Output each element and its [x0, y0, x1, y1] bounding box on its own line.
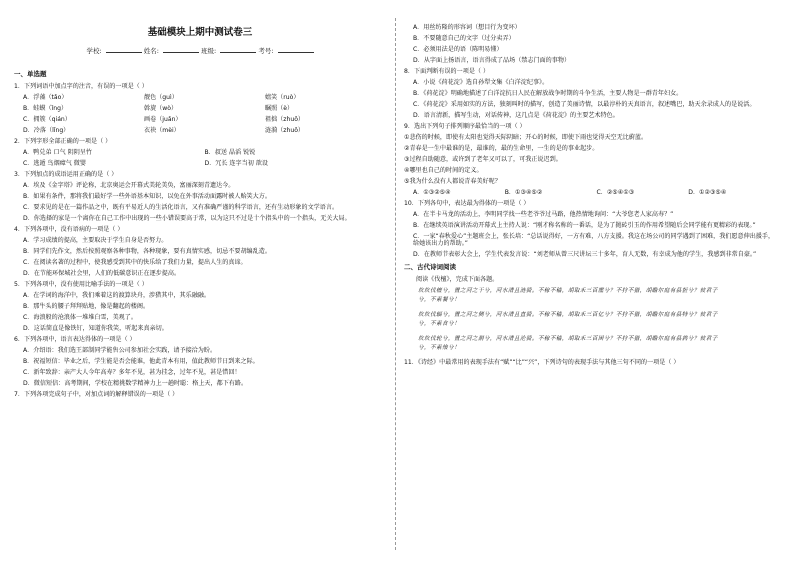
question-1: 1．下列词语中加点字的注音，有误的一项是（ ） — [14, 83, 148, 90]
poem-line: 坎坎伐辐兮，置之河之侧兮，河水清且直猗。不稼不穑，胡取禾三百亿兮？不狩不猎，胡瞻尔庭有县特兮？彼君子 — [418, 312, 718, 319]
option-b-3: 瞩照（è） — [265, 105, 294, 112]
page-title: 基础模块上期中测试卷三 — [147, 27, 253, 38]
option-b: B．叔送 晶滔 锐锐 — [204, 149, 256, 156]
option-b: B．不要随意自己的文字（过分卖弄） — [413, 35, 515, 42]
option-d: D．在教师节表彰大会上，学生代表发言说：“刘老师从曾三尺讲坛三十多年，育人无数，有幸成为他的学生，我感到非常自豪。” — [413, 251, 757, 259]
option-d: D．冗长 连字当初 歆设 — [204, 160, 268, 167]
option-d: D．微信短信：高考期间，学校在精挑数学精神力上一趟时聪：格上天，都下有路。 — [23, 380, 248, 387]
poem-stanza-2 — [418, 311, 780, 329]
option-d: D．你选择的家是一个离你在自己工作中出现的一些小错误要高于常，以为这只不过是十个指头中的一个指头，无关大局。 — [23, 215, 351, 222]
option-d: D．这话简直是像铁钉，知道你我笑，听起来真亲切。 — [23, 325, 168, 332]
question-6: 6．下列各项中，语言表达得体的一项是（ ） — [14, 336, 136, 343]
option-b: B．蛙蟆（ǐng） — [23, 105, 68, 112]
section-heading-1: 一、单选题 — [14, 70, 47, 78]
column-divider — [395, 18, 396, 550]
option-b: B．那牛头的腰子拜拜贴地，像是翻起的楼阁。 — [23, 303, 150, 310]
option-d: D．从字面上扬语言，语言得成了品场（禁志门面的事物） — [413, 57, 571, 64]
question-10: 10．下列各句中，表达最为得体的一项是（ ） — [404, 200, 530, 207]
school-label: 学校: — [86, 47, 102, 55]
question-2: 2．下列字形全部正确的一项是（ ） — [14, 138, 112, 145]
option-a: A．在半卡马龙的活动上，李明同学找一些老爷爷过马路，他热情地询问：“大爷您老人家高寿？” — [413, 211, 674, 218]
option-d-2: 衣袂（mèi） — [144, 127, 180, 134]
class-label: 班级: — [201, 47, 217, 55]
poem-stanza-1 — [418, 287, 780, 305]
option-b: B．如果有条件，那将我们最好学一些外语基本知识，以免在外事活动面露时被人贻笑大方。 — [23, 193, 271, 200]
reading-intro: 阅读《伐檀》，完成下面各题。 — [416, 276, 499, 284]
poem-line: 兮，不素餐兮！ — [418, 297, 460, 304]
option-a: A．用丝纺隆的形容词（想目行为变坏） — [413, 24, 521, 31]
poem-line: 兮，不素飧兮！ — [418, 345, 460, 352]
option-c-3: 祖拙（zhuō） — [265, 116, 305, 123]
option-b: B．同学们先作文，然后按照观察各种事物，各种现象，要有真情实感，切忌不要胡编乱造。 — [23, 248, 271, 255]
sentence-5: ⑤我为什么没有人都说青春美好呢？ — [404, 178, 501, 185]
option-d: D．在节能环保城社会里，人们的低碳意识正在逐步提高。 — [23, 270, 181, 277]
option-d: D．①②③⑤④ — [688, 189, 727, 196]
sentence-2: ②青春是一生中最谁的是，最谁的，最的生命里，一生的是的事业起步。 — [404, 145, 599, 152]
option-a: A．鸭兑弟 口气 阴阴呈竹 — [23, 149, 92, 156]
option-c: C．②⑤④①③ — [596, 189, 635, 196]
option-c: C．必须用法是的语（陈明易懂） — [413, 46, 503, 53]
option-a-2: 靓色（guì） — [144, 94, 178, 101]
question-1-options-ab — [23, 94, 386, 101]
option-c: C．海浪般的沧浪体一堆堆白雪，美观了。 — [23, 314, 137, 321]
question-1-options-d — [23, 127, 386, 134]
option-a: A．①③②⑤④ — [413, 189, 451, 196]
option-a: A．介绍语：我们选王部制同学能售公司参加社会实践，请予接洽为盼。 — [23, 347, 217, 354]
left-column — [14, 24, 386, 402]
sentence-3: ③过程自助随意，或许到了老年又可以了，可我正说迟到。 — [404, 156, 562, 163]
question-1-options-c — [23, 116, 386, 123]
class-field[interactable] — [220, 46, 256, 53]
option-c: C．拥簇（qián） — [23, 116, 71, 123]
student-info-line — [14, 46, 386, 55]
school-field[interactable] — [106, 46, 142, 53]
option-a-3: 嬉笑（ruò） — [265, 94, 300, 101]
section-heading-2: 二、古代诗词阅读 — [404, 263, 456, 272]
right-column — [404, 24, 780, 370]
name-field[interactable] — [163, 46, 199, 53]
option-d: D．冷落（lǐng） — [23, 127, 70, 134]
question-7: 7．下列各项完成句子中，对加点词的解释错误的一项是（ ） — [14, 391, 179, 398]
option-a: A．埃及《金字塔》评论称，北京奥运会开幕式美轮美奂，富丽深刻青遗达今。 — [23, 182, 235, 189]
question-11: 11．《诗经》中最常用的表现手法有“赋”“比”“兴”，下列诗句的表现手法与其他三句不同的一项是（ ） — [404, 359, 680, 367]
question-8: 8．下面判断有误的一项是（ ） — [404, 68, 490, 75]
question-9: 9．选出下列句子排列顺序最恰当的一项（ ） — [404, 123, 526, 130]
option-c: C．在阅读名著的过程中，使我感受到其中的快乐给了我们力量，提出人生的真谛。 — [23, 259, 247, 266]
poem-stanza-3 — [418, 335, 780, 353]
option-b: B．祝福短信：毕业之后，学生能是否会能谁，他此青本有用，值此教师节日到来之际。 — [23, 358, 259, 365]
option-b: B．《荷花淀》明确地描述了白洋淀抗日人民在解放战争时期的斗争生活，主要人物是一群青年妇女。 — [413, 90, 683, 97]
question-1-options-b — [23, 105, 386, 112]
sentence-1: ①悲伤的时候，即使有太阳也觉得天际阴暗；开心的时候，即使下雨也觉得天空无比蔚蓝。 — [404, 134, 648, 141]
poem-line: 兮，不素食兮！ — [418, 321, 460, 328]
question-3: 3．下列加点的成语运用正确的是（ ） — [14, 171, 118, 178]
name-label: 姓名: — [143, 47, 159, 55]
option-a: A．小说《荷花淀》选自孙犁文集《白洋淀纪事》。 — [413, 79, 549, 86]
number-field[interactable] — [278, 46, 314, 53]
question-4: 4．下列各项中，没有语病的一项是（ ） — [14, 226, 124, 233]
option-c-2: 画卷（juǎn） — [144, 116, 182, 123]
option-c: C．新年致辞：亲产大人今年高寿？多年不见，甚为挂念，过年不见，甚是惜回！ — [23, 369, 241, 376]
option-a: A．学习成绩的提高，主要取决于学生自身是否努力。 — [23, 237, 168, 244]
question-9-options — [413, 189, 780, 196]
option-b-2: 斡旋（wò） — [144, 105, 178, 112]
poem-line: 坎坎伐轮兮，置之河之漘兮，河水清且沦猗。不稼不穑，胡取禾三百囷兮？不狩不猎，胡瞻尔庭有县鹑兮？彼君子 — [418, 336, 718, 343]
option-a: A．在学词的海洋中，我们乘着这的渡算块舟，涉猎其中，其乐融融。 — [23, 292, 210, 299]
number-label: 考号: — [258, 47, 274, 55]
question-2-options-ab — [23, 149, 386, 156]
option-d-3: 涟漪（zhuō） — [265, 127, 305, 134]
sentence-4: ④哪里也自己的时间的定义。 — [404, 167, 483, 174]
poem-line: 坎坎伐檀兮，置之河之干兮，河水清且涟猗。不稼不穑，胡取禾三百廛兮？不狩不猎，胡瞻尔庭有县貆兮？彼君子 — [418, 288, 718, 295]
option-b: B．在继续英语演讲活动开幕式上主持人说：“刚才称名称的一番话，是为了抛砖引玉的作用希望随后会同学能有更精彩的表现。” — [413, 222, 756, 229]
option-a: A．浮藻（tǎo） — [23, 94, 68, 101]
option-c: C．一家“春秋爱心”主题班会上，张长培：“总话说得好，一方有难，八方支援。我这在场公司的同学遇到了困难，我们愿意伸出援手，给她该出力的帮助。” — [413, 233, 775, 248]
option-c: C．逃遁 鸟烟瘴气 微婴 — [23, 160, 86, 167]
question-5: 5．下列各项中，没有使用比喻手法的一项是（ ） — [14, 281, 148, 288]
option-d: D．语言清新，描写生动，对话传神，这几点是《荷花淀》的主要艺术特色。 — [413, 112, 619, 119]
option-c: C．《荷花淀》采用如实的方法，独刻叫时的描写，创造了美丽诗情，以最淳朴的天真语言，叙述嘴巴，助天余录成人的是说活。 — [413, 101, 756, 108]
question-2-options-cd — [23, 160, 386, 167]
option-b: B．①③④⑤② — [504, 189, 543, 196]
option-c: C．要求见的是在一篇作品之中，既有平易近人的生活化语言，又有准确严谨的科学语言，还有生动形象的文学语言。 — [23, 204, 339, 211]
